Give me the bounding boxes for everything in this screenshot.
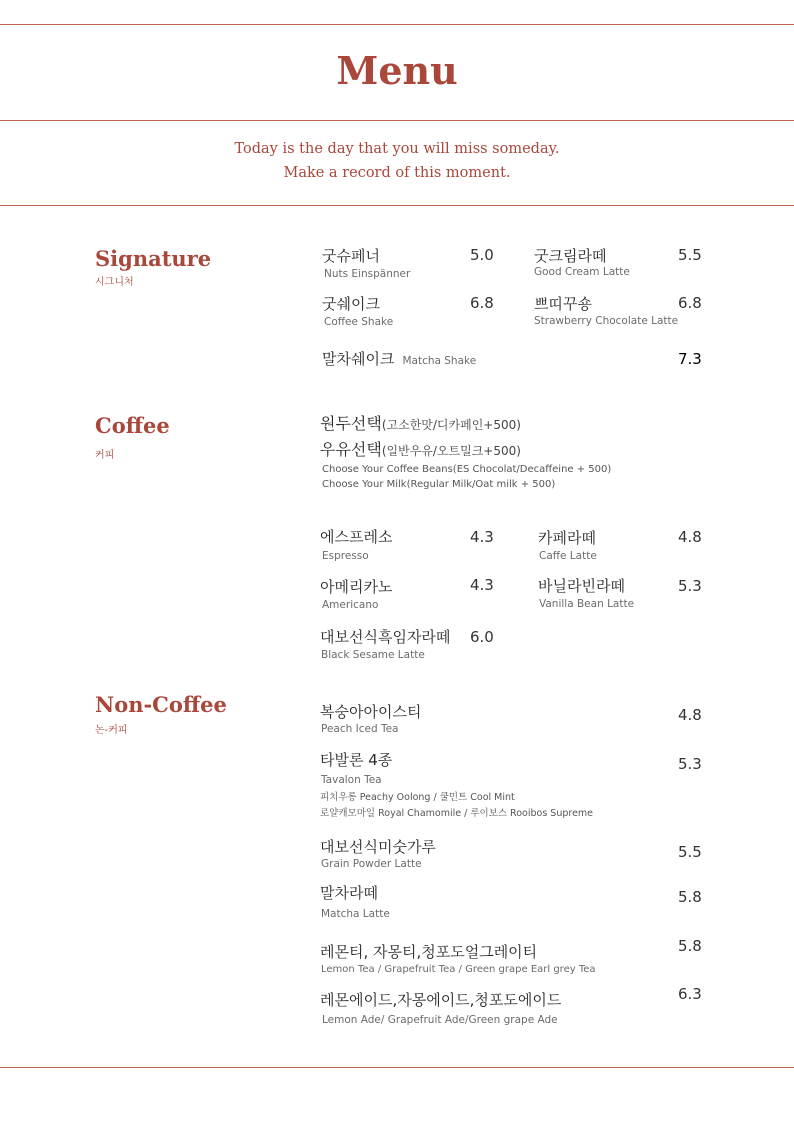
bean-option-label: 원두선택 xyxy=(320,414,382,433)
section-title: Non-Coffee xyxy=(95,692,227,717)
item-price: 4.8 xyxy=(678,528,702,546)
tagline-line-2: Make a record of this moment. xyxy=(283,165,511,181)
item-name-en: Tavalon Tea xyxy=(321,774,382,786)
milk-option-label: 우유선택 xyxy=(320,440,382,459)
item-name-en: Nuts Einspänner xyxy=(324,268,411,280)
milk-option-en: Choose Your Milk(Regular Milk/Oat milk + 500) xyxy=(322,479,556,490)
item-name-kr: 레몬에이드,자몽에이드,청포도에이드 xyxy=(320,991,562,1009)
item-name-kr: 아메리카노 xyxy=(320,578,393,596)
item-name-en: Lemon Tea / Grapefruit Tea / Green grape Earl grey Tea xyxy=(321,964,596,975)
section-subtitle: 논-커피 xyxy=(95,725,128,736)
item-name-kr: 말차라떼 xyxy=(320,884,378,902)
item-name-kr: 굿크림라떼 xyxy=(534,247,607,265)
item-name-kr: 레몬티, 자몽티,청포도얼그레이티 xyxy=(320,943,538,961)
item-name-kr: 대보선식미숫가루 xyxy=(320,838,436,856)
item-price: 6.0 xyxy=(470,628,494,646)
bean-option xyxy=(320,411,521,434)
page-title: Menu xyxy=(336,48,458,93)
item-name-kr: 굿쉐이크 xyxy=(322,295,380,313)
item-name-en: Americano xyxy=(322,599,379,611)
item-price: 5.5 xyxy=(678,843,702,861)
item-price: 6.8 xyxy=(470,294,494,312)
item-price: 5.8 xyxy=(678,888,702,906)
item-name-kr: 에스프레소 xyxy=(320,528,393,546)
item-name-kr: 대보선식흑임자라떼 xyxy=(320,628,451,646)
item-price: 4.3 xyxy=(470,576,494,594)
item-name-en: Good Cream Latte xyxy=(534,266,630,278)
top-divider xyxy=(0,24,794,25)
item-name-en: Grain Powder Latte xyxy=(321,858,422,870)
item-price: 4.8 xyxy=(678,706,702,724)
item-name-kr: 타발론 4종 xyxy=(320,751,393,769)
item-price: 6.3 xyxy=(678,985,702,1003)
item-name-kr: 바닐라빈라떼 xyxy=(538,577,625,595)
item-name-en: Lemon Ade/ Grapefruit Ade/Green grape Ade xyxy=(322,1014,558,1026)
item-name-en: Black Sesame Latte xyxy=(321,649,425,661)
item-name-en: Vanilla Bean Latte xyxy=(539,598,635,610)
milk-option xyxy=(320,437,521,460)
section-title: Coffee xyxy=(95,413,170,438)
item-price: 5.8 xyxy=(678,937,702,955)
item-name-en: Espresso xyxy=(322,550,369,562)
item-name-kr: 굿슈페너 xyxy=(322,247,380,265)
bean-option-detail: (고소한맛/디카페인+500) xyxy=(381,418,521,432)
item-price: 4.3 xyxy=(470,528,494,546)
item-name-en: Matcha Shake xyxy=(402,355,477,367)
milk-option-detail: (일반우유/오트밀크+500) xyxy=(381,444,521,458)
item-name-en: Peach Iced Tea xyxy=(321,723,399,735)
item-name-en: Strawberry Chocolate Latte xyxy=(534,315,679,327)
item-price: 5.3 xyxy=(678,755,702,773)
section-title: Signature xyxy=(95,246,212,271)
item-name-kr: 쁘띠꾸숑 xyxy=(534,295,592,313)
item-row xyxy=(322,348,476,369)
item-name-en: Matcha Latte xyxy=(321,908,390,920)
item-price: 5.3 xyxy=(678,577,702,595)
section-subtitle: 시그니처 xyxy=(95,277,134,288)
item-detail: 로얄캐모마일 Royal Chamomile / 루이보스 Rooibos Supreme xyxy=(320,808,594,819)
section-subtitle: 커피 xyxy=(95,450,115,461)
bean-option-en: Choose Your Coffee Beans(ES Chocolat/Decaffeine + 500) xyxy=(322,464,612,475)
item-detail: 피치우롱 Peachy Oolong / 쿨민트 Cool Mint xyxy=(320,792,515,803)
item-price: 7.3 xyxy=(678,350,702,368)
tagline-line-1: Today is the day that you will miss someday. xyxy=(234,141,560,157)
bottom-divider xyxy=(0,1067,794,1068)
item-price: 5.5 xyxy=(678,246,702,264)
item-name-en: Caffe Latte xyxy=(539,550,597,562)
item-price: 5.0 xyxy=(470,246,494,264)
item-name-kr: 말차쉐이크 xyxy=(322,350,395,368)
item-price: 6.8 xyxy=(678,294,702,312)
tagline-divider xyxy=(0,205,794,206)
title-divider xyxy=(0,120,794,121)
item-name-kr: 복숭아아이스티 xyxy=(320,703,422,721)
item-name-kr: 카페라떼 xyxy=(538,529,596,547)
item-name-en: Coffee Shake xyxy=(324,316,394,328)
